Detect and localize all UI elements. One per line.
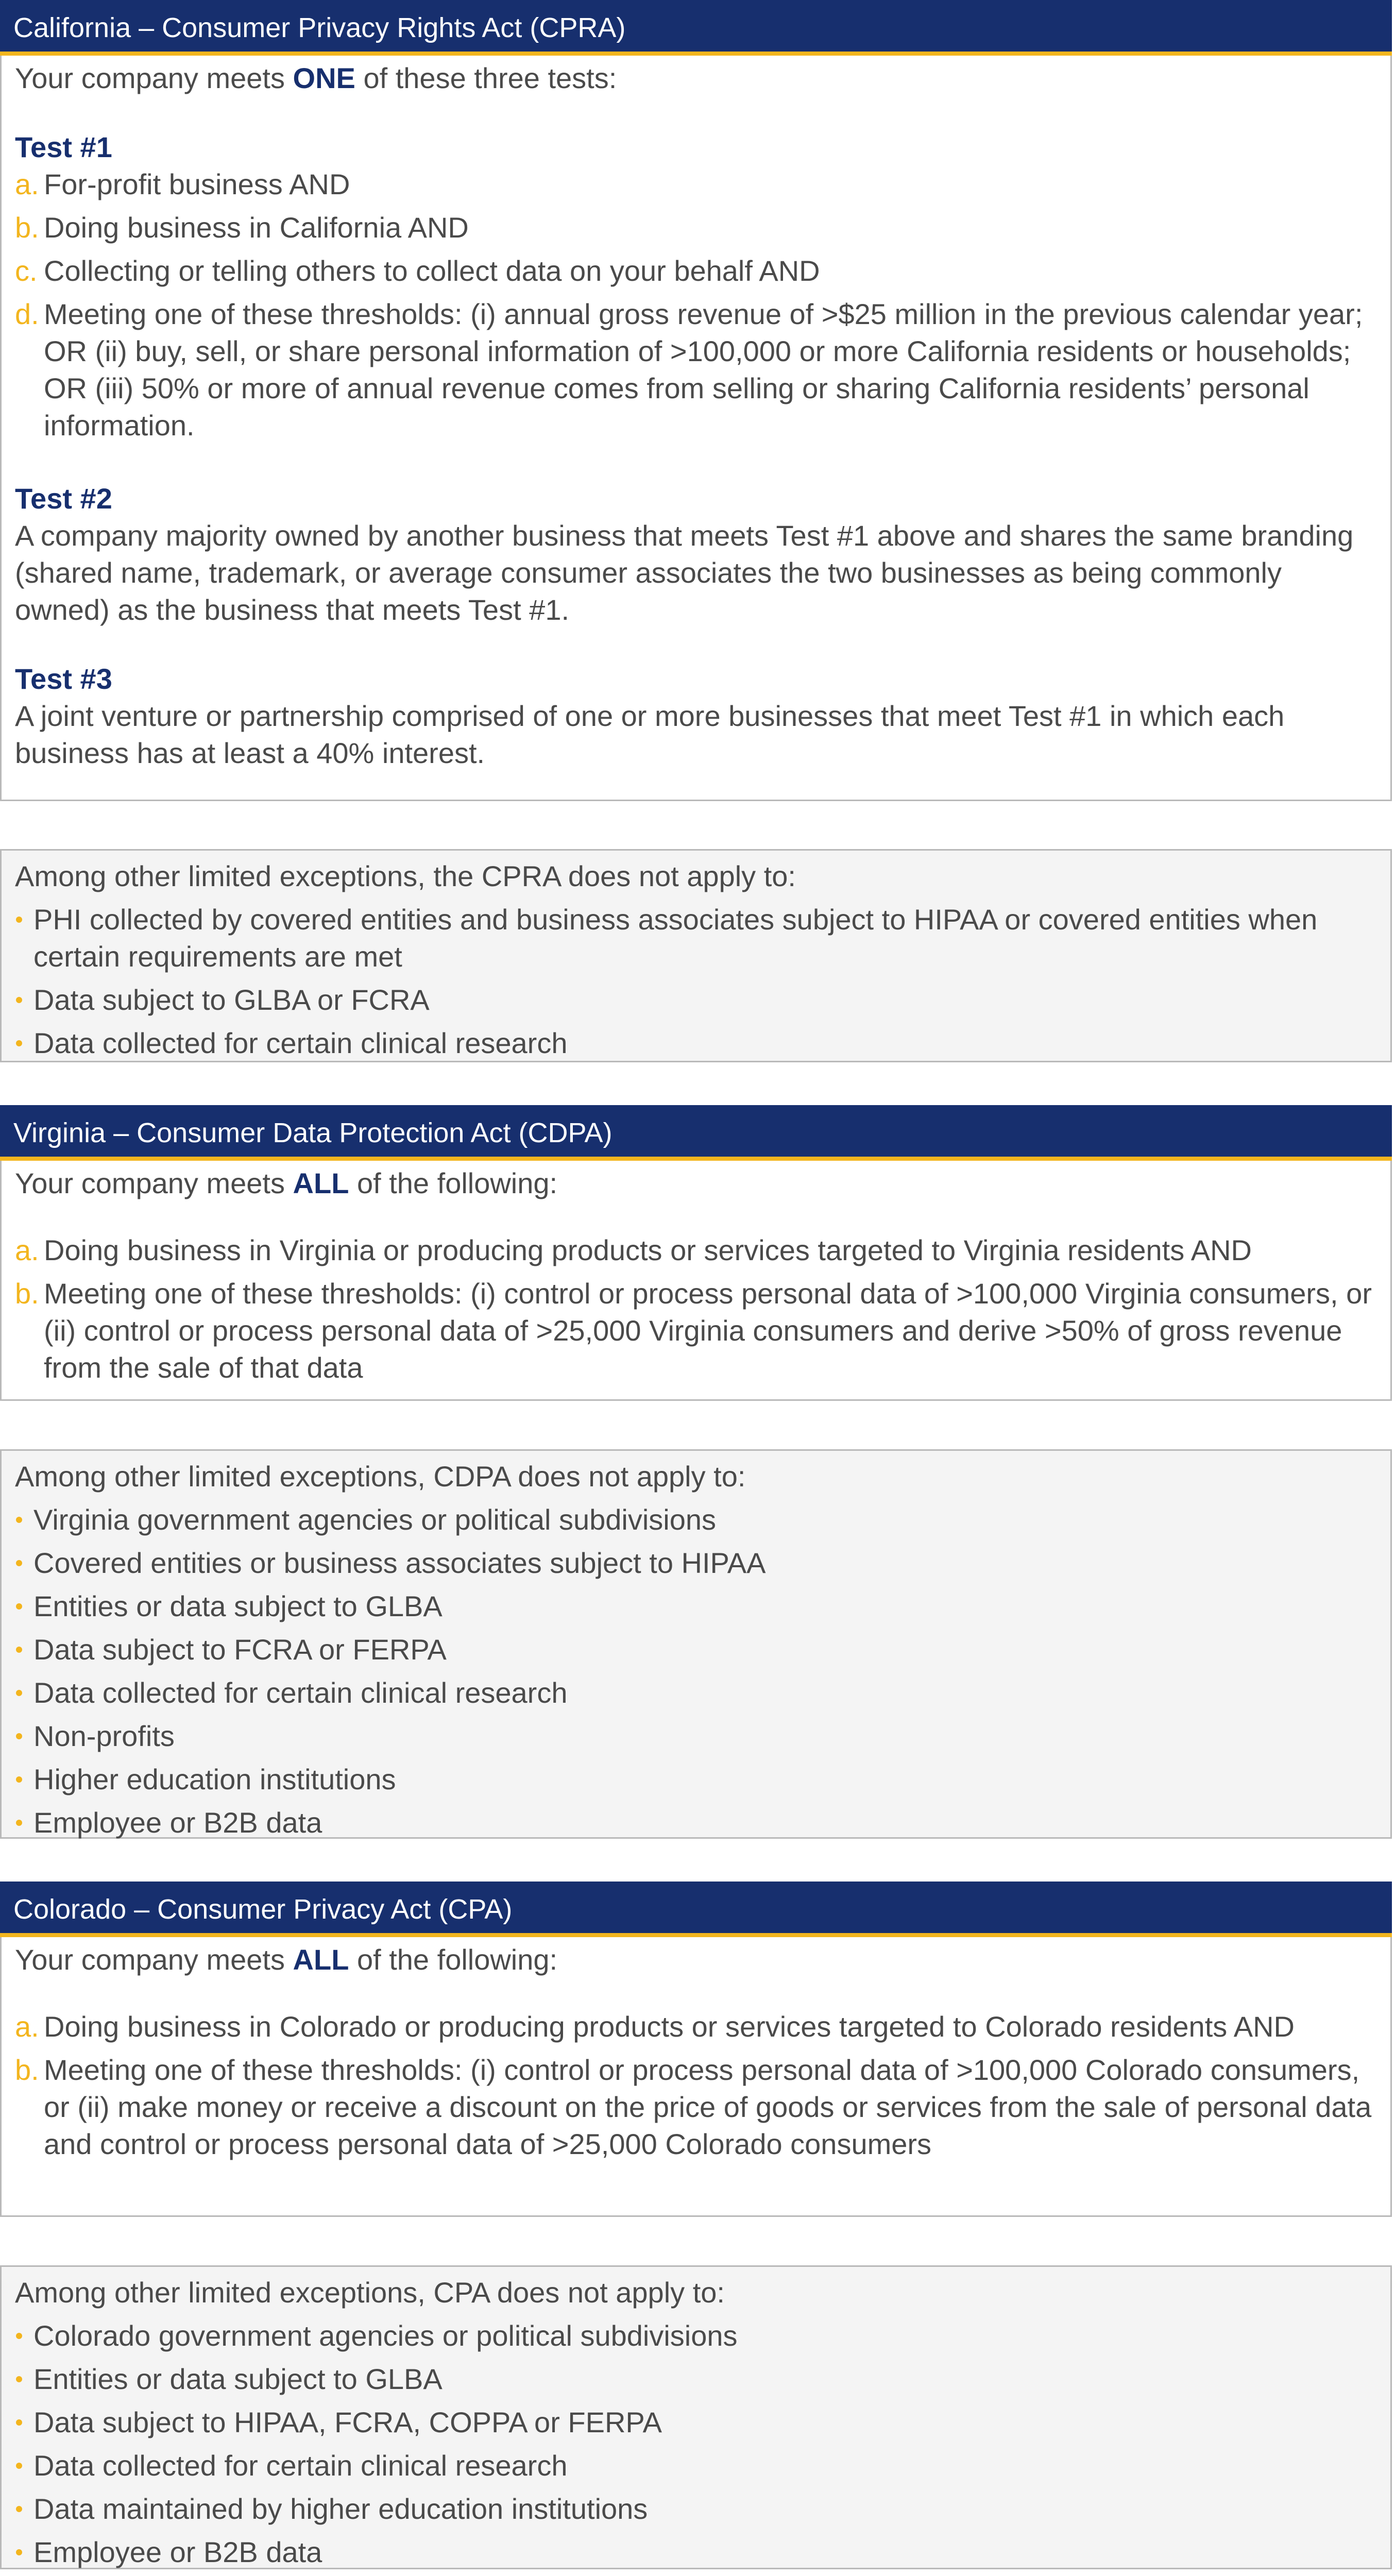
california-exceptions-box <box>0 849 1392 1062</box>
virginia-header: Virginia – Consumer Data Protection Act (CDPA) <box>0 1105 1392 1161</box>
california-test3-text: A joint venture or partnership comprised of one or more businesses that meet Test #1 in which each business has at least a 40% interest. <box>15 700 1285 769</box>
colorado-exceptions-intro: Among other limited exceptions, CPA does not apply to: <box>15 2276 725 2309</box>
virginia-item-a: a. Doing business in Virginia or producing products or services targeted to Virginia residents AND <box>15 1234 1252 1266</box>
virginia-exceptions-box <box>0 1449 1392 1839</box>
virginia-exception-item: Entities or data subject to GLBA <box>15 1588 1377 1625</box>
california-exceptions-intro: Among other limited exceptions, the CPRA does not apply to: <box>15 860 796 892</box>
bullet-icon <box>16 1040 22 1046</box>
colorado-exceptions-box <box>0 2265 1392 2569</box>
california-exception-item: Data subject to GLBA or FCRA <box>15 981 1377 1019</box>
california-intro: Your company meets ONE of these three tests: <box>15 62 617 94</box>
virginia-section <box>0 1105 1392 1401</box>
virginia-exception-item: Non-profits <box>15 1718 1377 1755</box>
bullet-icon <box>16 1776 22 1783</box>
bullet-icon <box>16 997 22 1003</box>
bullet-icon <box>16 1820 22 1826</box>
colorado-requirements-box <box>0 1937 1392 2217</box>
virginia-exception-item: Data collected for certain clinical research <box>15 1674 1377 1711</box>
bullet-icon <box>16 1603 22 1609</box>
california-test2-title: Test #2 <box>15 482 112 515</box>
colorado-exception-item: Colorado government agencies or political subdivisions <box>15 2317 1377 2354</box>
bullet-icon <box>16 2376 22 2382</box>
bullet-icon <box>16 2463 22 2469</box>
bullet-icon <box>16 1647 22 1653</box>
bullet-icon <box>16 1560 22 1566</box>
california-test3-title: Test #3 <box>15 663 112 695</box>
bullet-icon <box>16 2506 22 2512</box>
california-exception-item: PHI collected by covered entities and business associates subject to HIPAA or covered entities when certain requirements are met <box>15 901 1377 975</box>
california-section <box>0 0 1392 801</box>
virginia-item-b: b. Meeting one of these thresholds: (i) control or process personal data of >100,000 Virginia consumers, or (ii) control or process personal data of >25,000 Virginia consumers and derive >50% of gross revenue from the sale of that data <box>15 1277 1372 1384</box>
colorado-exception-item: Data maintained by higher education institutions <box>15 2490 1377 2528</box>
bullet-icon <box>16 2549 22 2555</box>
bullet-icon <box>16 917 22 923</box>
virginia-intro: Your company meets ALL of the following: <box>15 1167 558 1199</box>
bullet-icon <box>16 2419 22 2426</box>
virginia-exception-item: Virginia government agencies or political subdivisions <box>15 1501 1377 1538</box>
bullet-icon <box>16 2333 22 2339</box>
virginia-exception-item: Covered entities or business associates subject to HIPAA <box>15 1545 1377 1582</box>
california-exception-item: Data collected for certain clinical research <box>15 1025 1377 1062</box>
colorado-header: Colorado – Consumer Privacy Act (CPA) <box>0 1882 1392 1937</box>
california-test2-text: A company majority owned by another business that meets Test #1 above and shares the same branding (shared name, trademark, or average consumer associates the two businesses as being commonly owned) as the business that meets Test #1. <box>15 519 1354 626</box>
virginia-exception-item: Data subject to FCRA or FERPA <box>15 1631 1377 1668</box>
colorado-exception-item: Data collected for certain clinical research <box>15 2447 1377 2484</box>
california-header: California – Consumer Privacy Rights Act (CPRA) <box>0 0 1392 56</box>
colorado-exception-item: Data subject to HIPAA, FCRA, COPPA or FERPA <box>15 2404 1377 2441</box>
virginia-exception-item: Higher education institutions <box>15 1761 1377 1798</box>
california-test1-item-c: c. Collecting or telling others to collect data on your behalf AND <box>15 255 820 287</box>
california-test1-title: Test #1 <box>15 131 112 163</box>
california-requirements-box <box>0 56 1392 801</box>
virginia-exceptions-intro: Among other limited exceptions, CDPA does not apply to: <box>15 1460 746 1493</box>
virginia-requirements-box <box>0 1161 1392 1401</box>
colorado-intro: Your company meets ALL of the following: <box>15 1943 558 1976</box>
colorado-exception-item: Employee or B2B data <box>15 2534 1377 2571</box>
california-test1-item-b: b. Doing business in California AND <box>15 211 469 244</box>
colorado-section <box>0 1882 1392 2217</box>
bullet-icon <box>16 1690 22 1696</box>
california-test1-item-d: d. Meeting one of these thresholds: (i) annual gross revenue of >$25 million in the previous calendar year; OR (ii) buy, sell, or share personal information of >100,000 or more California residents or households; OR (iii) 50% or more of annual revenue comes from selling or sharing California residents’ personal information. <box>15 298 1363 442</box>
bullet-icon <box>16 1517 22 1523</box>
virginia-exception-item: Employee or B2B data <box>15 1804 1377 1841</box>
california-test1-item-a: a. For-profit business AND <box>15 168 350 200</box>
colorado-exception-item: Entities or data subject to GLBA <box>15 2361 1377 2398</box>
colorado-item-a: a. Doing business in Colorado or producing products or services targeted to Colorado residents AND <box>15 2010 1295 2043</box>
bullet-icon <box>16 1733 22 1739</box>
colorado-item-b: b. Meeting one of these thresholds: (i) control or process personal data of >100,000 Colorado consumers, or (ii) make money or receive a discount on the price of goods or services from the sale of personal data and control or process personal data of >25,000 Colorado consumers <box>15 2054 1372 2160</box>
